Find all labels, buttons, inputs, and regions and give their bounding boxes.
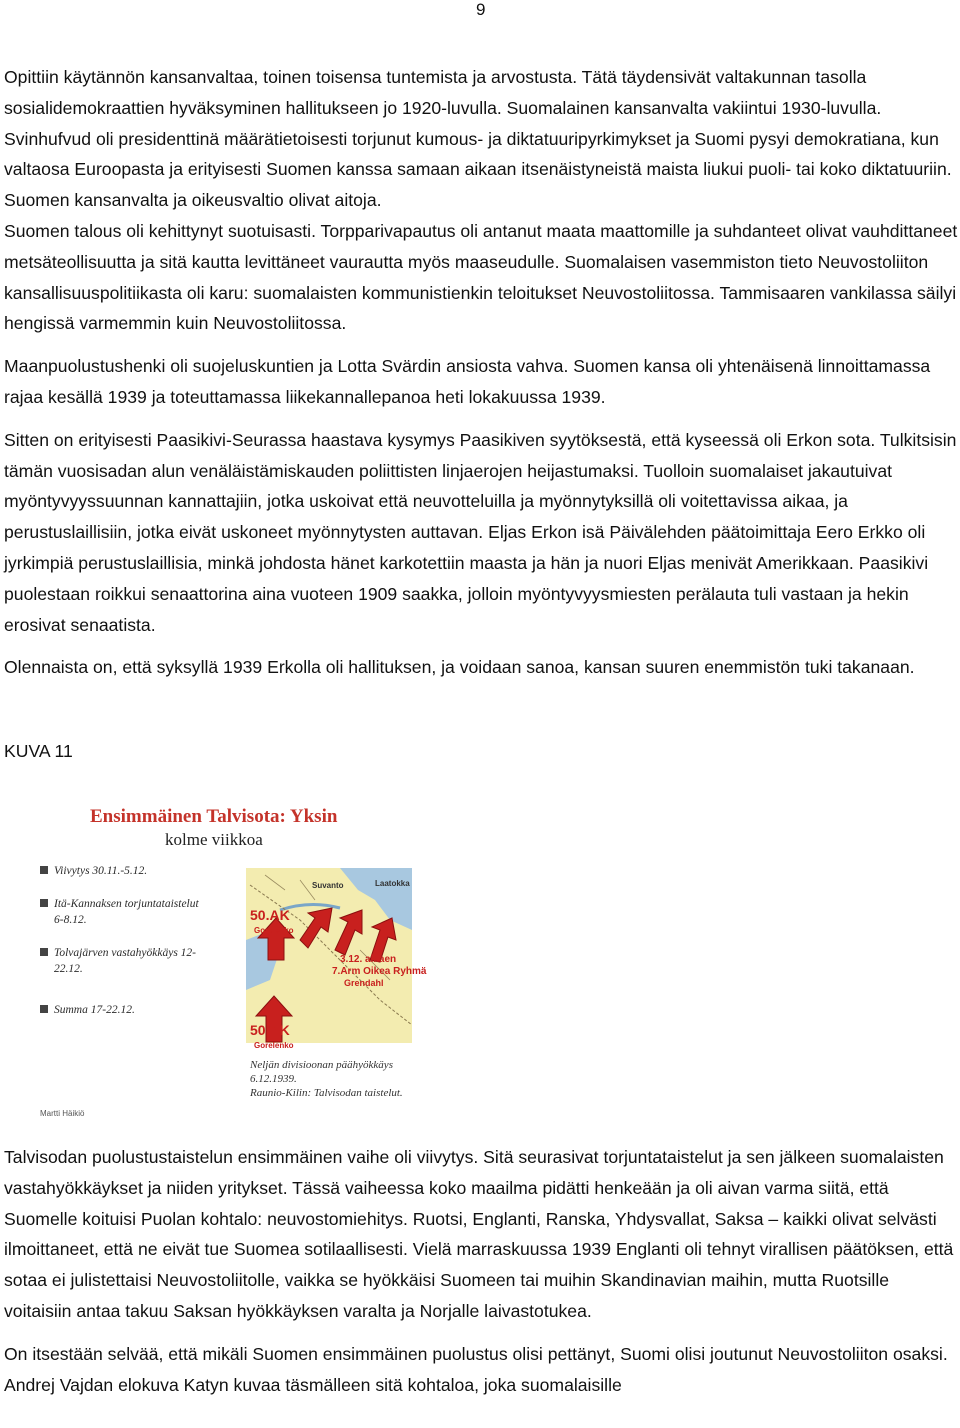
figure-label: KUVA 11 xyxy=(4,741,73,761)
paragraph: Maanpuolustushenki oli suojeluskuntien ja Lotta Svärdin ansiosta vahva. Suomen kansa oli yhtenäisenä linnoittamassa rajaa kesällä 1939 ja toteuttamassa liikekannallepanoa heti lokakuussa 1939. xyxy=(4,356,931,407)
bullet-icon xyxy=(40,899,48,907)
paragraph: Opittiin käytännön kansanvaltaa, toinen toisensa tuntemista ja arvostusta. Tätä täydensivät valtakunnan tasolla sosialidemokraattien hyväksyminen hallitukseen jo 1920-luvulla. Suomalainen kansanvalta vakiintui 1930-luvulla. Svinhufvud oli presidenttinä määrätietoisesti torjunut kumous- ja diktatuuripyrkimykset ja Suomi pysyi demokratiana, kun valtaosa Euroopasta ja erityisesti Suomen kanssa samaan aikaan itsenäistyneistä maista liukui puoli- tai koko diktatuuriin. Suomen kansanvalta ja oikeusvaltio olivat aitoja. xyxy=(4,67,952,211)
army-label: 7.Arm Oikea Ryhmä xyxy=(332,966,427,977)
paragraph: On itsestään selvää, että mikäli Suomen ensimmäinen puolustus olisi pettänyt, Suomi olisi joutunut Neuvostoliiton osaksi. Andrej Vajdan elokuva Katyn kuvaa täsmälleen sitä kohtaloa, joka suomalaisille xyxy=(4,1343,948,1395)
army-label: 50.AK xyxy=(250,1022,290,1038)
bullet-icon xyxy=(40,948,48,956)
figure-bullet: Tolvajärven vastahyökkäys 12- xyxy=(54,947,197,959)
body-text-top xyxy=(4,62,960,683)
figure-bullet-cont: 6-8.12. xyxy=(54,914,87,926)
bullet-icon xyxy=(40,866,48,874)
paragraph: Olennaista on, että syksyllä 1939 Erkolla oli hallituksen, ja voidaan sanoa, kansan suuren enemmistön tuki takanaan. xyxy=(4,657,915,678)
paragraph: Sitten on erityisesti Paasikivi-Seurassa haastava kysymys Paasikiven syytöksestä, että kyseessä oli Erkon sota. Tulkitsisin tämän vuosisadan alun venäläistämiskauden poliittisten linjaerojen heijastumaksi. Tuolloin suomalaiset jakautuivat myöntyvyyssuunnan kannattajiin, jotka uskoivat että neuvotteluilla ja myönnytyksillä oli voitettavissa aikaa, ja perustuslaillisiin, jotka eivät uskoneet myönnytysten auttavan. Eljas Erkon isä Päivälehden päätoimittaja Eero Erkko oli jyrkimpiä perustuslaillisia, minkä johdosta hänet karkotettiin maasta ja hän ja nuori Eljas menivät Amerikkaan. Paasikivi puolestaan roikkui senaattorina aina vuoteen 1909 saakka, jolloin myöntyvyysmiesten perälauta tuli vastaan ja hekin erosivat senaatista. xyxy=(4,429,957,635)
army-label: 50.AK xyxy=(250,907,290,923)
map-figure-svg xyxy=(40,790,500,1120)
body-text-bottom xyxy=(4,1142,960,1400)
army-label: 3.12. alkaen xyxy=(340,954,397,965)
map-caption: Raunio-Kilin: Talvisodan taistelut. xyxy=(250,1087,403,1099)
bullet-icon xyxy=(40,1005,48,1013)
army-sublabel: Grendahl xyxy=(344,978,384,988)
figure-bullet: Itä-Kannaksen torjuntataistelut xyxy=(54,898,199,910)
page-number: 9 xyxy=(476,0,486,19)
map-caption: 6.12.1939. xyxy=(250,1073,297,1085)
map-figure xyxy=(40,790,500,1120)
army-sublabel: Gorelenko xyxy=(254,926,294,935)
paragraph: Suomen talous oli kehittynyt suotuisasti. Torpparivapautus oli antanut maata maattomille ja suhdanteet olivat vauhdittaneet metsäteollisuutta ja sitä kautta levittäneet vaurautta myös maaseudulle. Suomalaisen vasemmiston tieto Neuvostoliiton kansallisuuspolitiikasta oli karu: suomalaisten kommunistienkin teloitukset Neuvostoliitossa. Tammisaaren vankilassa säilyi hengissä varmemmin kuin Neuvostoliitossa. xyxy=(4,220,958,334)
army-sublabel: Gorelenko xyxy=(254,1041,294,1050)
paragraph: Talvisodan puolustustaistelun ensimmäinen vaihe oli viivytys. Sitä seurasivat torjuntataistelut ja sen jälkeen suomalaisten vastahyökkäykset ja niiden yritykset. Tässä vaiheessa koko maailma pidätti henkeään ja oli aivan varma siitä, että Suomelle koituisi Puolan kohtalo: neuvostomiehitys. Ruotsi, Englanti, Ranska, Yhdysvallat, Saksa – kaikki olivat selvästi ilmoittaneet, että ne eivät tue Suomea sotilaallisesti. Vielä marraskuussa 1939 Englanti oli tehnyt virallisen päätöksen, että sotaa ei julistettaisi Neuvostoliitolle, vaikka se hyökkäisi Suomeen tai muihin Skandinavian maihin, mutta Ruotsille voitaisiin antaa takuu Saksan hyökkäyksen varalta ja Norjalle laivastotukea. xyxy=(4,1147,954,1321)
figure-bullet: Viivytys 30.11.-5.12. xyxy=(54,865,148,877)
figure-bullet: Summa 17-22.12. xyxy=(54,1004,135,1016)
lake-label: Laatokka xyxy=(375,879,410,888)
figure-credit: Martti Häikiö xyxy=(40,1109,85,1118)
map-caption: Neljän divisioonan päähyökkäys xyxy=(250,1059,393,1071)
figure-subtitle: kolme viikkoa xyxy=(165,830,263,849)
lake-label: Suvanto xyxy=(312,881,344,890)
figure-bullet-cont: 22.12. xyxy=(54,963,83,975)
figure-title: Ensimmäinen Talvisota: Yksin xyxy=(90,806,338,827)
